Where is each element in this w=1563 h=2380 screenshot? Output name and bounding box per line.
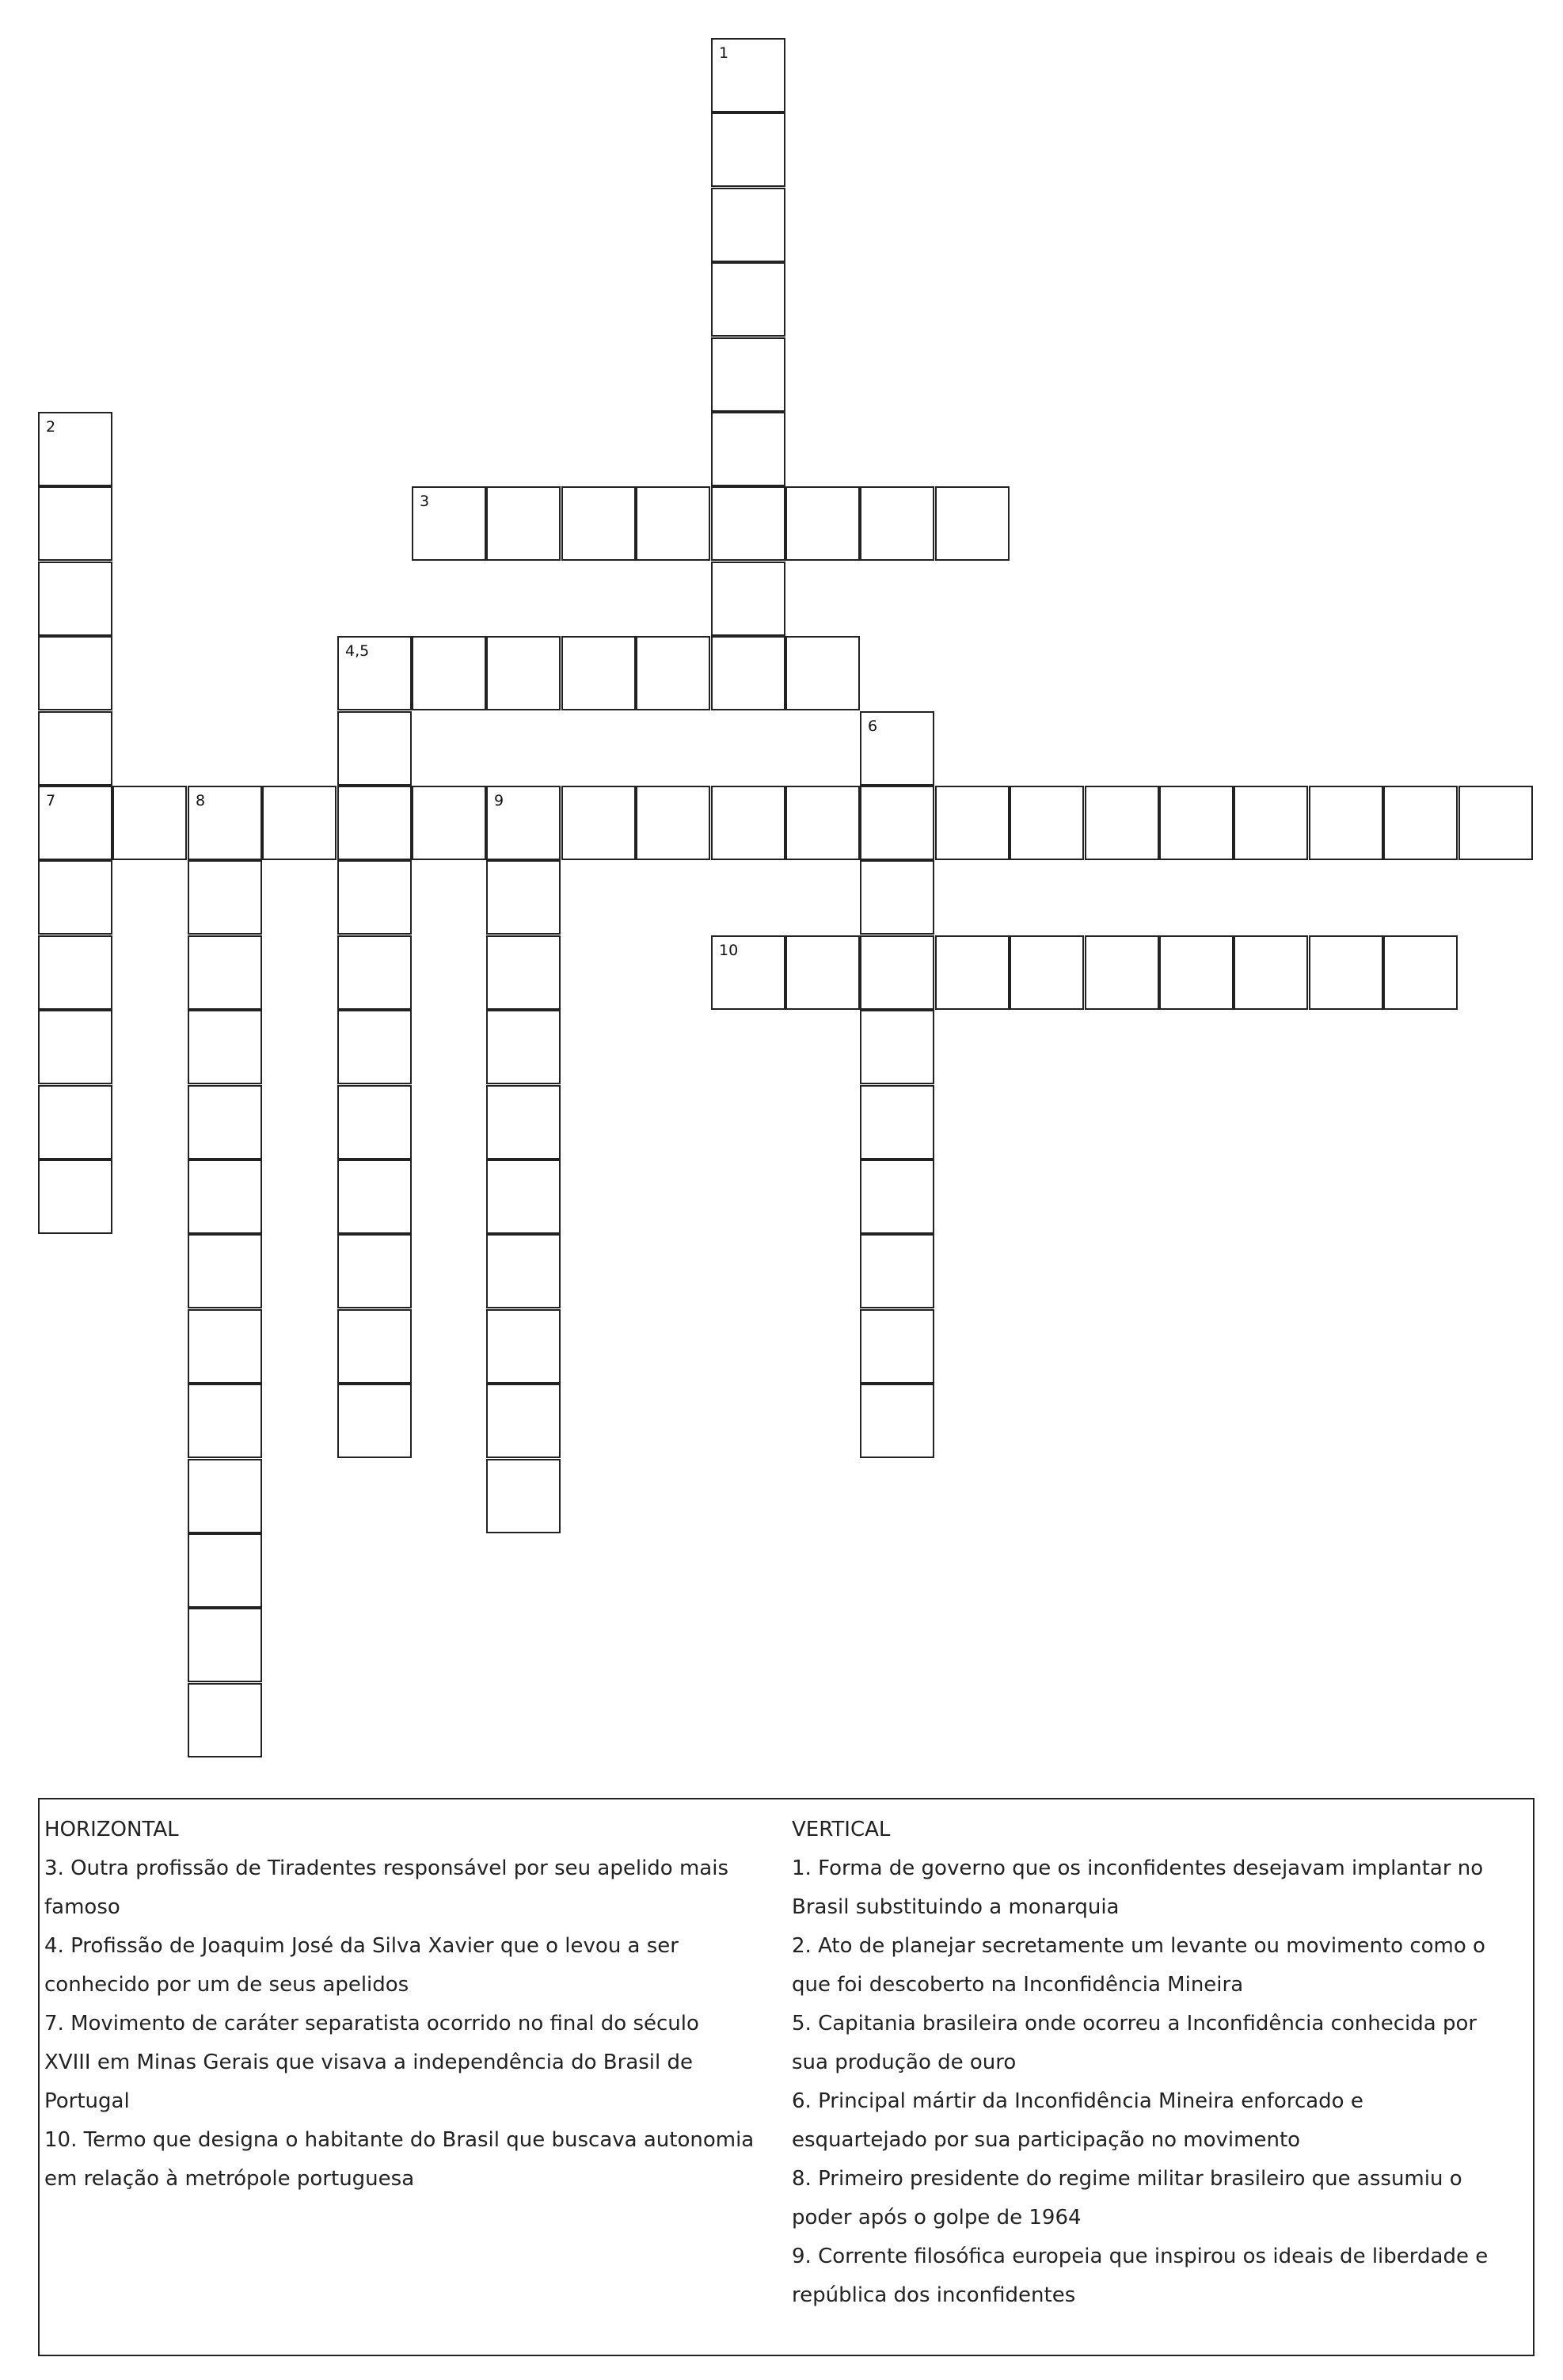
clue-line: XVIII em Minas Gerais que visava a independência do Brasil de (44, 2051, 694, 2074)
vertical-clues (792, 1811, 1528, 2315)
crossword-cell[interactable] (860, 935, 934, 1010)
crossword-cell[interactable] (636, 786, 710, 860)
crossword-cell[interactable] (935, 935, 1010, 1010)
crossword-cell[interactable] (711, 112, 785, 187)
crossword-cell[interactable] (188, 1234, 262, 1308)
crossword-cell[interactable] (1159, 786, 1234, 860)
crossword-cell[interactable] (337, 1010, 412, 1084)
clue-line: em relação à metrópole portuguesa (44, 2167, 415, 2191)
crossword-cell[interactable] (337, 1085, 412, 1160)
crossword-cell[interactable] (785, 786, 860, 860)
crossword-cell[interactable] (486, 860, 561, 935)
crossword-cell[interactable] (1309, 935, 1383, 1010)
crossword-cell[interactable] (486, 1010, 561, 1084)
clue-number: 1 (719, 44, 729, 62)
horizontal-clues (44, 1811, 785, 2199)
crossword-cell[interactable] (860, 1234, 934, 1308)
crossword-cell[interactable] (188, 860, 262, 935)
crossword-cell[interactable] (38, 486, 112, 561)
crossword-cell[interactable] (711, 486, 785, 561)
crossword-cell[interactable] (935, 786, 1010, 860)
crossword-cell[interactable] (486, 1234, 561, 1308)
crossword-cell[interactable] (38, 412, 112, 486)
crossword-cell[interactable] (188, 1384, 262, 1458)
clue-line: 6. Principal mártir da Inconfidência Mineira enforcado e (792, 2089, 1363, 2113)
crossword-cell[interactable] (486, 636, 561, 710)
clue-line: república dos inconfidentes (792, 2283, 1076, 2307)
clue-line: esquartejado por sua participação no movimento (792, 2128, 1301, 2152)
crossword-cell[interactable] (561, 786, 636, 860)
crossword-cell[interactable] (711, 262, 785, 337)
crossword-cell[interactable] (188, 1085, 262, 1160)
crossword-cell[interactable] (188, 1010, 262, 1084)
crossword-cell[interactable] (785, 935, 860, 1010)
clue-line: 10. Termo que designa o habitante do Brasil que buscava autonomia (44, 2128, 755, 2152)
crossword-cell[interactable] (337, 711, 412, 786)
clue-line: poder após o golpe de 1964 (792, 2206, 1082, 2230)
crossword-cell[interactable] (1234, 935, 1308, 1010)
crossword-cell[interactable] (38, 711, 112, 786)
crossword-cell[interactable] (1383, 935, 1458, 1010)
crossword-cell[interactable] (38, 786, 112, 860)
clue-line: 4. Profissão de Joaquim José da Silva Xavier que o levou a ser (44, 1934, 679, 1958)
clue-line: que foi descoberto na Inconfidência Mineira (792, 1973, 1244, 1997)
crossword-cell[interactable] (188, 1533, 262, 1608)
crossword-cell[interactable] (188, 1309, 262, 1384)
crossword-cell[interactable] (486, 935, 561, 1010)
clue-number: 8 (196, 792, 206, 809)
crossword-cell[interactable] (486, 486, 561, 561)
crossword-cell[interactable] (935, 486, 1010, 561)
clue-number: 4,5 (345, 642, 370, 660)
crossword-cell[interactable] (38, 860, 112, 935)
clue-number: 9 (494, 792, 504, 809)
crossword-cell[interactable] (38, 1010, 112, 1084)
crossword-cell[interactable] (38, 636, 112, 710)
crossword-cell[interactable] (860, 860, 934, 935)
crossword-cell[interactable] (38, 1160, 112, 1234)
crossword-cell[interactable] (1309, 786, 1383, 860)
crossword-cell[interactable] (711, 636, 785, 710)
crossword-cell[interactable] (412, 486, 486, 561)
clue-line: famoso (44, 1895, 120, 1919)
crossword-cell[interactable] (188, 1160, 262, 1234)
crossword-cell[interactable] (1159, 935, 1234, 1010)
clue-line: sua produção de ouro (792, 2051, 1017, 2074)
clue-line: 7. Movimento de caráter separatista ocorrido no final do século (44, 2012, 699, 2035)
crossword-cell[interactable] (188, 1459, 262, 1533)
crossword-cell[interactable] (188, 1683, 262, 1757)
clue-number: 2 (46, 418, 56, 436)
clue-line: 5. Capitania brasileira onde ocorreu a Inconfidência conhecida por (792, 2012, 1477, 2035)
crossword-cell[interactable] (561, 636, 636, 710)
crossword-cell[interactable] (38, 562, 112, 636)
crossword-cell[interactable] (711, 935, 785, 1010)
crossword-cell[interactable] (711, 337, 785, 412)
crossword-cell[interactable] (337, 786, 412, 860)
vertical-heading: VERTICAL (792, 1818, 891, 1841)
crossword-cell[interactable] (711, 38, 785, 112)
horizontal-heading: HORIZONTAL (44, 1818, 179, 1841)
crossword-cell[interactable] (112, 786, 187, 860)
crossword-cell[interactable] (337, 1160, 412, 1234)
crossword-cell[interactable] (860, 1160, 934, 1234)
crossword-cell[interactable] (636, 636, 710, 710)
crossword-cell[interactable] (38, 1085, 112, 1160)
clue-line: 1. Forma de governo que os inconfidentes desejavam implantar no (792, 1856, 1484, 1880)
clue-number: 3 (420, 493, 430, 510)
crossword-cell[interactable] (412, 786, 486, 860)
clues-box (38, 1798, 1534, 2356)
crossword-cell[interactable] (486, 1459, 561, 1533)
crossword-cell[interactable] (711, 562, 785, 636)
crossword-cell[interactable] (38, 935, 112, 1010)
crossword-cell[interactable] (1010, 786, 1084, 860)
crossword-cell[interactable] (1458, 786, 1533, 860)
clue-line: Brasil substituindo a monarquia (792, 1895, 1120, 1919)
crossword-cell[interactable] (486, 1384, 561, 1458)
clue-number: 7 (46, 792, 56, 809)
crossword-cell[interactable] (1234, 786, 1308, 860)
crossword-cell[interactable] (860, 1010, 934, 1084)
crossword-cell[interactable] (188, 1608, 262, 1682)
crossword-cell[interactable] (860, 786, 934, 860)
crossword-cell[interactable] (188, 935, 262, 1010)
crossword-cell[interactable] (1383, 786, 1458, 860)
clue-line: conhecido por um de seus apelidos (44, 1973, 409, 1997)
clue-line: 9. Corrente filosófica europeia que inspirou os ideais de liberdade e (792, 2245, 1489, 2268)
crossword-cell[interactable] (785, 486, 860, 561)
crossword-cell[interactable] (711, 786, 785, 860)
crossword-cell[interactable] (711, 188, 785, 262)
clue-line: Portugal (44, 2089, 130, 2113)
clue-line: 8. Primeiro presidente do regime militar brasileiro que assumiu o (792, 2167, 1462, 2191)
crossword-cell[interactable] (412, 636, 486, 710)
crossword-cell[interactable] (337, 860, 412, 935)
crossword-cell[interactable] (1085, 786, 1159, 860)
crossword-cell[interactable] (1010, 935, 1084, 1010)
clue-number: 10 (719, 942, 739, 959)
crossword-cell[interactable] (1085, 935, 1159, 1010)
crossword-cell[interactable] (486, 1160, 561, 1234)
crossword-cell[interactable] (785, 636, 860, 710)
crossword-cell[interactable] (337, 935, 412, 1010)
clue-line: 2. Ato de planejar secretamente um levante ou movimento como o (792, 1934, 1485, 1958)
crossword-cell[interactable] (860, 1384, 934, 1458)
crossword-cell[interactable] (486, 786, 561, 860)
crossword-cell[interactable] (486, 1309, 561, 1384)
crossword-cell[interactable] (860, 1309, 934, 1384)
clue-number: 6 (868, 718, 878, 735)
crossword-cell[interactable] (860, 1085, 934, 1160)
clue-line: 3. Outra profissão de Tiradentes responsável por seu apelido mais (44, 1856, 729, 1880)
crossword-cell[interactable] (337, 1384, 412, 1458)
crossword-cell[interactable] (262, 786, 337, 860)
crossword-cell[interactable] (860, 486, 934, 561)
crossword-cell[interactable] (860, 711, 934, 786)
crossword-cell[interactable] (337, 1234, 412, 1308)
crossword-cell[interactable] (337, 636, 412, 710)
crossword-cell[interactable] (711, 412, 785, 486)
crossword-cell[interactable] (636, 486, 710, 561)
crossword-cell[interactable] (486, 1085, 561, 1160)
crossword-cell[interactable] (561, 486, 636, 561)
crossword-cell[interactable] (337, 1309, 412, 1384)
crossword-cell[interactable] (188, 786, 262, 860)
